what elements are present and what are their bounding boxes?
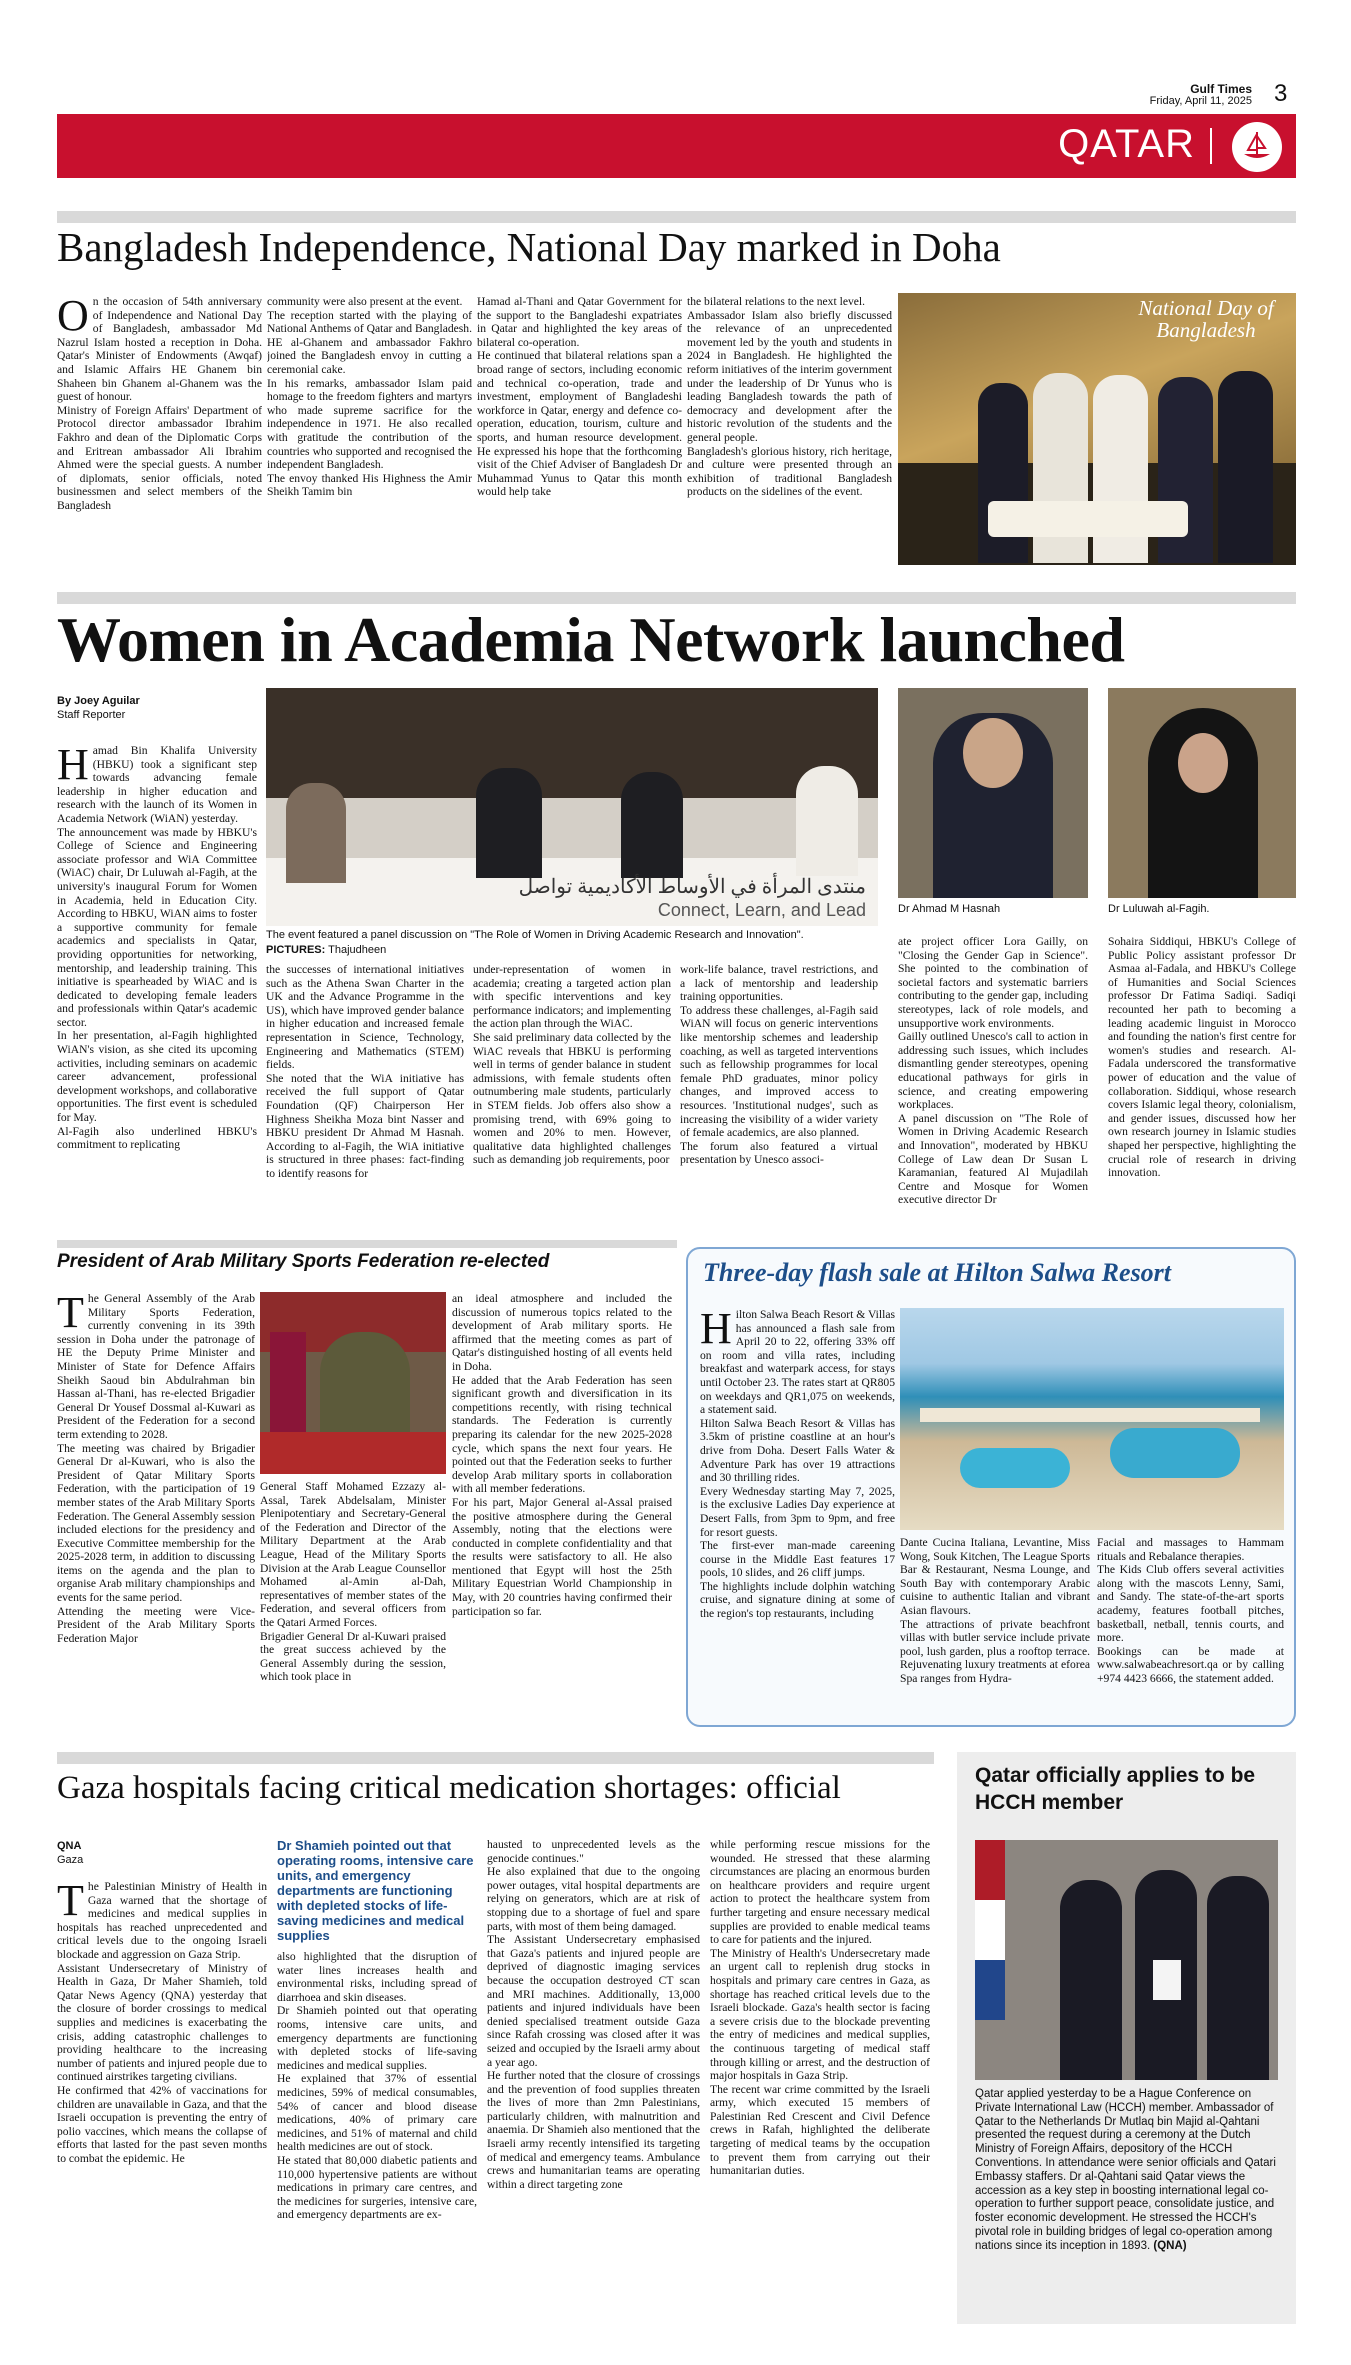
person xyxy=(1060,1880,1122,2080)
military-headline: President of Arab Military Sports Federation re-elected xyxy=(57,1251,550,1272)
gaza-col-2: also highlighted that the disruption of water lines increases health and environmental risks, including spread of diarrhoea and skin diseases. Dr Shamieh pointed out that operating rooms, intensive care units, and emergency departments are functioning with depleted stocks of life-saving medicines and medical supplies. He explained that 37% of essential medicines, 59% of medical consumables, 54% of cancer and blood disease medications, 40% of primary care medicines, and 51% of maternal and child health medicines are out of stock. He stated that 80,000 diabetic patients and 110,000 hypertensive patients are without medications in primary care centres, and the medicines for surgeries, intensive care, and emergency departments are ex- xyxy=(277,1950,477,2222)
women-col-3: under-representation of women in academia; creating a targeted action plan with specific interventions and key performance indicators; and implementing the action plan through the WiAC. She said preliminary data collected by the WiAC reveals that HBKU is performing well in terms of gender balance in student admissions, with female students often outnumbering male students, particularly in STEM fields. Job offers also show a promising trend, with 69% going to women and 20% to men. However, qualitative data highlighted challenges such as demanding job requirements, poor xyxy=(473,963,671,1167)
hcch-caption: Qatar applied yesterday to be a Hague Conference on Private International Law (HCCH) member. Ambassador of Qatar to the Netherlands Dr Mutlaq bin Majid al-Qahtani presented the request during a ceremony at the Dutch Ministry of Foreign Affairs, depository of the HCCH Conventions. In attendance were senior officials and Qatari Embassy staffers. Dr al-Qahtani said Qatar views the accession as a key step in boosting international legal co-operation to further support peace, consolidate justice, and foster economic development. He stressed the HCCH's pivotal role in building bridges of legal co-operation among nations since its inception in 1893. (QNA) xyxy=(975,2088,1276,2252)
women-headline: Women in Academia Network launched xyxy=(57,604,1125,675)
paper-name: Gulf Times xyxy=(1190,82,1252,96)
bangladesh-col-2: community were also present at the event. The reception started with the playing of National Anthems of Qatar and Bangladesh. HE al-Ghanem and ambassador Fakhro joined the Bangladesh envoy in cutting a ceremonial cake. In his remarks, ambassador Islam paid homage to the freedom fighters and martyrs who made supreme sacrifice for the independence in 1971. He also recalled with gratitude the contribution of the countries who supported and recognised the independent Bangladesh. The envoy thanked His Highness the Amir Sheikh Tamim bin xyxy=(267,295,472,499)
gaza-col-4: while performing rescue missions for the wounded. He stressed that these alarming circumstances are placing an enormous burden on healthcare providers and require urgent action to protect the healthcare system from further targeting and ensure necessary medical supplies are provided to enable medical teams to care for patients and the injured. The Ministry of Health's Undersecretary made an urgent call to replenish drug stocks in hospitals and primary care centres in Gaza, as shortage has reached critical levels due to the Israeli blockade. Gaza's health sector is facing a severe crisis due to the blockade preventing the entry of medicines and medical supplies, the continuous targeting of medical staff through killing or arrest, and the destruction of major hospitals in Gaza Strip. The recent war crime committed by the Israeli army, which executed 15 members of Palestinian Red Crescent and Civil Defence crews in Rafah, highlighted the deliberate targeting of medical teams by the occupation to prevent them from carrying out their humanitarian duties. xyxy=(710,1838,930,2178)
section-title: QATAR xyxy=(1058,122,1195,166)
section-rule xyxy=(57,1240,677,1248)
alfagih-portrait xyxy=(1108,688,1296,898)
section-rule xyxy=(57,211,1296,223)
women-col-1: Hamad Bin Khalifa University (HBKU) took a significant step towards advancing female leadership in higher education and research with the launch of its Women in Academia Network (WiAN) yesterday. The announcement was made by HBKU's College of Science and Engineering associate professor and WiA Committee (WiAC) chair, Dr Luluwah al-Fagih, at the university's inaugural Forum for Women in Academia, held in Education City. According to HBKU, WiAN aims to foster a supportive community for female academics and specialists in Qatar, providing opportunities for networking, mentorship, and leadership training. This initiative is spearheaded by WiAC and is dedicated to developing female leaders and professionals within Qatar's academic sector. In her presentation, al-Fagih highlighted WiAN's vision, as she cited its upcoming activities, including seminars on academic career advancement, professional development workshops, and collaborative opportunities. The first event is scheduled for May. Al-Fagih also underlined HBKU's commitment to replicating xyxy=(57,744,257,1152)
drop-cap: O xyxy=(57,295,89,340)
hilton-col-2: Dante Cucina Italiana, Levantine, Miss Wong, Souk Kitchen, The League Sports Bar & Restaurant, Nesma Lounge, and South Bay with contemporary Arabic cuisine to authentic Italian and vibrant Asian flavours. The attractions of private beachfront villas with butler service include private pool, lush garden, plus a rooftop terrace. Rejuvenating luxury treatments at eforea Spa ranges from Hydra- xyxy=(900,1536,1090,1685)
panelist xyxy=(476,768,542,878)
resort-photo xyxy=(900,1308,1284,1530)
gaza-headline: Gaza hospitals facing critical medication shortages: official xyxy=(57,1770,841,1806)
qatar-flag xyxy=(270,1332,306,1432)
person xyxy=(1218,371,1273,563)
byline: By Joey Aguilar xyxy=(57,695,140,707)
page-number: 3 xyxy=(1274,80,1288,107)
byline-role: Staff Reporter xyxy=(57,709,126,721)
dutch-flag xyxy=(975,1840,1005,1900)
gaza-col-1: The Palestinian Ministry of Health in Gaza warned that the shortage of medicines and medical supplies in hospitals has reached unprecedented and critical levels due to the ongoing Israeli blockade and aggression on Gaza Strip. Assistant Undersecretary of Ministry of Health in Gaza, Dr Maher Shamieh, told Qatar News Agency (QNA) yesterday that the closure of border crossings to medical supplies and medicines is exacerbating the crisis, adding catastrophic challenges to providing healthcare to the increasing number of patients and injured people due to continued airstrikes targeting civilians. He confirmed that 42% of vaccinations for children are unavailable in Gaza, and that the Israeli occupation is preventing the entry of polio vaccines, which means the collapse of efforts that lasted for the past seven months to combat the epidemic. He xyxy=(57,1880,267,2165)
person xyxy=(1207,1876,1269,2080)
stage-arabic-text: منتدى المرأة في الأوساط الأكاديمية تواصل xyxy=(518,876,866,898)
issue-date: Friday, April 11, 2025 xyxy=(1149,95,1252,107)
dhow-icon xyxy=(1232,122,1282,172)
alfagih-caption: Dr Luluwah al-Fagih. xyxy=(1108,903,1210,915)
gaza-dateline: Gaza xyxy=(57,1854,84,1866)
drop-cap: T xyxy=(57,1292,84,1337)
photo-credit: PICTURES: Thajudheen xyxy=(266,944,387,956)
hilton-col-3: Facial and massages to Hammam rituals and Rebalance therapies. The Kids Club offers several activities along with the mascots Lenny, Sami, and Sandy. The state-of-the-art sports academy, features football pitches, basketball, netball, tennis courts, and more. Bookings can be made at www.salwabeachresort.qa or by calling +974 4423 6666, the statement added. xyxy=(1097,1536,1284,1685)
panel-caption: The event featured a panel discussion on "The Role of Women in Driving Academic Research and Innovation". xyxy=(266,929,804,941)
section-rule xyxy=(57,1752,934,1764)
bangladesh-cake-photo xyxy=(898,293,1296,565)
military-col-2: General Staff Mohamed Ezzazy al-Assal, Tarek Abdelsalam, Minister Plenipotentiary and Secretary-General of the Federation and Director of the Military Department at the Arab League, Head of the Military Sports Division at the Arab League Counsellor Mohamed al-Amin al-Dah, representatives of member states of the Federation, and several officers from the Qatari Armed Forces. Brigadier General Dr al-Kuwari praised the great success achieved by the General Assembly during the session, which took place in xyxy=(260,1480,446,1684)
pool xyxy=(960,1448,1070,1488)
hilton-headline: Three-day flash sale at Hilton Salwa Resort xyxy=(703,1258,1172,1287)
dutch-flag xyxy=(975,1900,1005,1960)
hcch-headline: Qatar officially applies to be HCCH member xyxy=(975,1764,1256,1814)
drop-cap: H xyxy=(700,1308,732,1353)
hcch-photo xyxy=(975,1840,1278,2080)
dutch-flag xyxy=(975,1960,1005,2020)
bangladesh-col-3: Hamad al-Thani and Qatar Government for the support to the Bangladeshi expatriates in Qatar and highlighted the key areas of bilateral co-operation. He continued that bilateral relations span a broad range of sectors, including economic and technical co-operation, trade and investment, employment of Bangladeshi workforce in Qatar, energy and defence co-operation, education, tourism, culture and sports, and human resource development. He expressed his hope that the forthcoming visit of the Chief Adviser of Bangladesh Dr Muhammad Yunus to Qatar this month would help take xyxy=(477,295,682,499)
photo-banner-text: National Day of Bangladesh xyxy=(1138,296,1274,342)
gaza-pullquote: Dr Shamieh pointed out that operating rooms, intensive care units, and emergency departments are functioning with depleted stocks of life-saving medicines and medical supplies xyxy=(277,1838,474,1943)
military-col-1: The General Assembly of the Arab Military Sports Federation, currently convening in its 39th session in Doha under the patronage of HE the Deputy Prime Minister and Minister of State for Defence Affairs Sheikh Saoud bin Abdulrahman bin Hassan al-Thani, has re-elected Brigadier General Dr Yousef Dossmal al-Kuwari as President of the Federation for a second term extending to 2028. The meeting was chaired by Brigadier General Dr al-Kuwari, who is also the President of Qatar Military Sports Federation, with the participation of 19 member states of the Arab Military Sports Federation. The General Assembly session included elections for the presidency and Executive Committee membership for the 2025-2028 term, in addition to discussing items on the agenda and the plan to organise Arab military championships and events for the same period. Attending the meeting were Vice-President of the Arab Military Sports Federation Major xyxy=(57,1292,255,1645)
pool xyxy=(1110,1428,1240,1478)
bangladesh-headline: Bangladesh Independence, National Day marked in Doha xyxy=(57,224,1001,270)
military-photo xyxy=(260,1292,446,1474)
hasnah-caption: Dr Ahmad M Hasnah xyxy=(898,903,1001,915)
drop-cap: H xyxy=(57,744,89,789)
women-col-5: ate project officer Lora Gailly, on "Closing the Gender Gap in Science". She pointed to the combination of societal factors and systematic barriers contributing to the gender gap, including stereotypes, lack of role models, and unsupportive work environments. Gailly outlined Unesco's call to action in addressing such issues, which includes dismantling gender stereotypes, opening educational pathways for girls in science, and creating empowering workplaces. A panel discussion on "The Role of Women in Driving Academic Research and Innovation", moderated by HBKU College of Law dean Dr Susan L Karamanian, featured Al Mujadilah Centre and Mosque for Women executive director Dr xyxy=(898,935,1088,1207)
cake xyxy=(988,501,1188,537)
drop-cap: T xyxy=(57,1880,84,1925)
women-col-2: the successes of international initiatives such as the Athena Swan Charter in the UK and the Advance Programme in the US), which have improved gender balance in higher education and increased female representation in Science, Technology, Engineering and Mathematics (STEM) fields. She noted that the WiA initiative has received the full support of Qatar Foundation (QF) Chairperson Her Highness Sheikha Moza bint Nasser and HBKU president Dr Ahmad M Hasnah. According to al-Fagih, the WiA initiative is structured in three phases: fact-finding to identify reasons for xyxy=(266,963,464,1180)
gaza-col-3: hausted to unprecedented levels as the genocide continues." He also explained that due to the ongoing power outages, vital hospital departments are relying on generators, which are at risk of stopping due to a shortage of fuel and spare parts, with most of them being damaged. The Assistant Undersecretary emphasised that Gaza's patients and injured people are deprived of diagnostic imaging services because the occupation destroyed CT scan and MRI machines. Additionally, 13,000 patients and injured individuals have been denied specialised treatment outside Gaza since Rafah crossing was closed after it was seized and occupied by the Israeli army about a year ago. He further noted that the closure of crossings and the prevention of food supplies threaten the lives of more than 2mn Palestinians, particularly children, with malnutrition and anaemia. Dr Shamieh also mentioned that the Israeli army recently intensified its targeting of medical and emergency teams. Ambulance crews and humanitarian teams are operating within a direct targeting zone xyxy=(487,1838,700,2191)
women-panel-photo xyxy=(266,688,878,926)
villas xyxy=(920,1408,1260,1422)
gaza-source: QNA xyxy=(57,1840,82,1852)
section-divider xyxy=(1210,128,1212,164)
women-col-6: Sohaira Siddiqui, HBKU's College of Public Policy assistant professor Dr Asmaa al-Fadala, and HBKU's College of Humanities and Social Sciences professor Dr Fatima Sadiqi. Sadiqi recounted her path to becoming a leading academic linguist in Morocco and founding the nation's first centre for women's studies and research. Al-Fadala underscored the transformative power of education and the value of collaboration. Siddiqui, whose research covers Islamic legal theory, colonialism, and gender issues, discussed how her own research journey in Islamic studies shaped her perspective, highlighting the crucial role of research in driving innovation. xyxy=(1108,935,1296,1180)
document xyxy=(1153,1960,1181,2000)
stage-english-text: Connect, Learn, and Lead xyxy=(657,900,866,920)
hilton-col-1: Hilton Salwa Beach Resort & Villas has announced a flash sale from April 20 to 22, offering 33% off on room and villa rates, including breakfast and waterpark access, for stays until October 23. The rates start at QR805 on weekdays and QR1,075 on weekends, a statement said. Hilton Salwa Beach Resort & Villas has 3.5km of pristine coastline at an hour's drive from Doha. Desert Falls Water & Adventure Park has over 19 attractions and 30 thrilling rides. Every Wednesday starting May 7, 2025, is the exclusive Ladies Day experience at Desert Falls, from 3pm to 9pm, and free for resort guests. The first-ever man-made careening course in the Middle East features 17 pools, 10 slides, and 26 cliff jumps. The highlights include dolphin watching cruise, and signature dining at some of the region's top restaurants, including xyxy=(700,1308,895,1621)
military-col-3: an ideal atmosphere and included the discussion of numerous topics related to the development of Arab military sports. He affirmed that the meeting comes as part of Qatar's distinguished hosting of all events held in Doha. He added that the Arab Federation has seen significant growth and diversification in its competitions recently, with rising technical standards. The Federation is currently preparing its calendar for the new 2025-2028 cycle, which spans the next four years. He pointed out that the Federation seeks to further develop Arab military sports in collaboration with all member federations. For his part, Major General al-Assal praised the positive atmosphere during the General Assembly, noting that the elections were conducted in complete confidentiality and that the results were satisfactory to all. He also mentioned that Egypt will host the 25th Military Equestrian World Championship in May, with 20 countries having confirmed their participation so far. xyxy=(452,1292,672,1618)
panelist xyxy=(286,783,346,883)
panelist xyxy=(621,772,683,878)
bangladesh-col-1: On the occasion of 54th anniversary of Independence and National Day of Bangladesh, ambassador Md Nazrul Islam hosted a reception in Doha. Qatar's Minister of Endowments (Awqaf) and Islamic Affairs HE Ghanem bin Shaheen bin Ghanem al-Ghanem was the guest of honour. Ministry of Foreign Affairs' Department of Protocol director ambassador Ibrahim Fakhro and dean of the Diplomatic Corps and Eritrean ambassador Ali Ibrahim Ahmed were the special guests. A number of diplomats, senior officials, noted businessmen and select members of the Bangladesh xyxy=(57,295,262,512)
women-col-4: work-life balance, travel restrictions, and a lack of mentorship and leadership training opportunities. To address these challenges, al-Fagih said WiAN will focus on generic interventions like mentorship schemes and leadership coaching, as well as targeted interventions such as fellowship programmes for local female PhD graduates, minor policy changes, and improved access to resources. 'Institutional nudges', such as increasing the visibility of a wider variety of female academics, are also planned. The forum also featured a virtual presentation by Unesco associ- xyxy=(680,963,878,1167)
bangladesh-col-4: the bilateral relations to the next level. Ambassador Islam also briefly discussed the relevance of an unprecedented movement led by the youth and students in 2024 in Bangladesh. He highlighted the reform initiatives of the interim government under the leadership of Dr Yunus who is leading Bangladesh towards the path of democracy and development after the historic revolution of the students and the general people. Bangladesh's glorious history, rich heritage, and culture were presented through an exhibition of traditional Bangladesh products on the sidelines of the event. xyxy=(687,295,892,499)
hasnah-portrait xyxy=(898,688,1088,898)
panelist xyxy=(796,766,858,876)
